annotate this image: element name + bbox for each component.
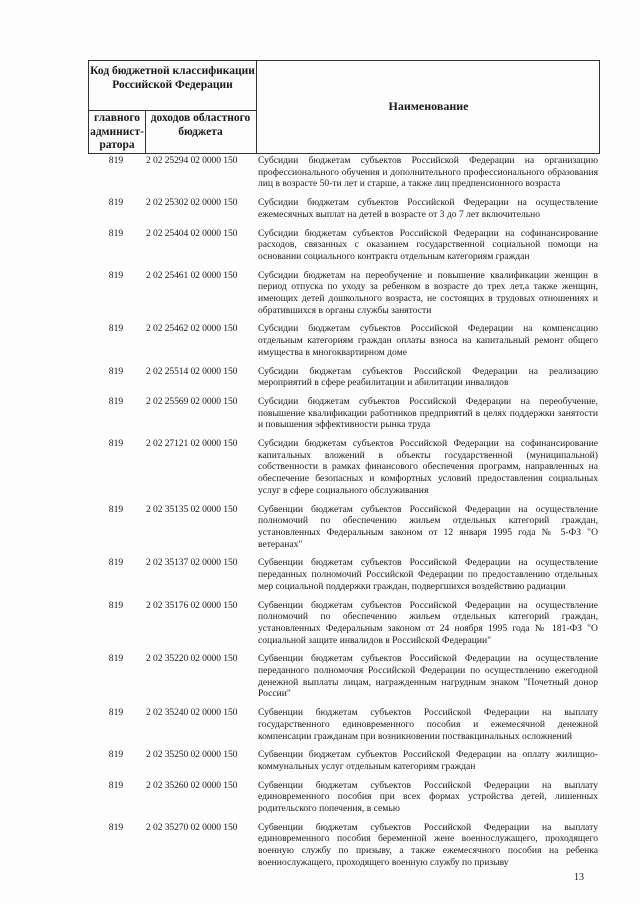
income-code: 2 02 25294 02 0000 150 [146, 155, 238, 166]
table-row [88, 228, 600, 263]
income-name: Субвенции бюджетам субъектов Российской Федерации на оплату жилищно-коммунальных услуг отдельным категориям граждан [258, 749, 598, 772]
income-code: 2 02 25404 02 0000 150 [146, 227, 238, 239]
admin-code: 819 [108, 197, 124, 209]
income-code: 2 02 35250 02 0000 150 [146, 749, 238, 761]
income-code: 2 02 35260 02 0000 150 [146, 779, 238, 791]
header-budget-code: Код бюджетной классификации Российской Федерации [90, 65, 255, 91]
table-row [88, 749, 600, 772]
table-row [88, 822, 600, 869]
table-row [88, 366, 600, 389]
header-main-admin: главного админист-ратора [90, 112, 144, 151]
income-name: Субсидии бюджетам субъектов Российской Федерации на осуществление ежемесячных выплат на детей в возрасте от 3 до 7 лет включительно [258, 197, 598, 220]
admin-code: 819 [108, 749, 124, 761]
admin-code: 819 [108, 323, 124, 335]
admin-code: 819 [108, 227, 124, 239]
admin-code: 819 [108, 599, 124, 611]
income-code: 2 02 35135 02 0000 150 [146, 503, 238, 515]
table-row [88, 653, 600, 700]
income-name: Субвенции бюджетам субъектов Российской Федерации на осуществление полномочий по обеспечению жильем отдельных категорий граждан, установленных Федеральным законом от 12 января 1995 года № 5-ФЗ "О ветеранах" [258, 503, 598, 550]
income-name: Субсидии бюджетам субъектов Российской Федерации на организацию профессионального обучения и дополнительного профессионального образования лиц в возрасте 50-ти лет и старше, а также лиц предпенсионного возраста [258, 155, 598, 190]
header-regional-income: доходов областного бюджета [150, 112, 251, 138]
table-row [88, 155, 600, 190]
admin-code: 819 [108, 779, 124, 791]
table-row [88, 438, 600, 497]
admin-code: 819 [108, 503, 124, 515]
income-name: Субсидии бюджетам субъектов Российской Федерации на софинансирование капитальных вложений в объекты государственной (муниципальной) собственности в рамках финансового обеспечения программ, направленных на обеспечение безопасных и комфортных условий предоставления социальных услуг в сфере социального обслуживания [258, 438, 598, 496]
admin-code: 819 [108, 438, 124, 450]
admin-code: 819 [108, 269, 124, 281]
table-row [88, 270, 600, 317]
income-name: Субвенции бюджетам субъектов Российской Федерации на выплату единовременного пособия беременной жене военнослужащего, проходящего военную службу по призыву, а также ежемесячного пособия на ребенка военнослужащего, проходящего военную службу по призыву [258, 821, 598, 868]
table-body [88, 155, 600, 876]
admin-code: 819 [108, 653, 124, 665]
admin-code: 819 [108, 707, 124, 719]
income-code: 2 02 25461 02 0000 150 [146, 269, 238, 281]
table-row [88, 197, 600, 220]
admin-code: 819 [108, 395, 124, 407]
income-code: 2 02 35240 02 0000 150 [146, 707, 238, 719]
table-header [88, 60, 600, 154]
income-name: Субвенции бюджетам субъектов Российской Федерации на осуществление полномочий по обеспечению жильем отдельных категорий граждан, установленных Федеральным законом от 24 ноября 1995 года № 181-ФЗ "О социальной защите инвалидов в Российской Федерации" [258, 599, 598, 646]
income-name: Субвенции бюджетам субъектов Российской Федерации на выплату государственного единовременного пособия и ежемесячной денежной компенсации гражданам при возникновении поствакцинальных осложнений [258, 707, 598, 742]
table-row [88, 557, 600, 592]
income-name: Субсидии бюджетам субъектов Российской Федерации на компенсацию отдельным категориям граждан оплаты взноса на капитальный ремонт общего имущества в многоквартирном доме [258, 323, 598, 358]
admin-code: 819 [108, 365, 124, 377]
table-row [88, 600, 600, 647]
income-code: 2 02 25514 02 0000 150 [146, 365, 238, 377]
income-code: 2 02 25462 02 0000 150 [146, 323, 238, 335]
income-name: Субвенции бюджетам субъектов Российской Федерации на осуществление переданного полномочия Российской Федерации по осуществлению ежегодной денежной выплаты лицам, награжденным нагрудным знаком "Почетный донор России" [258, 653, 598, 700]
page-number: 13 [574, 872, 584, 883]
table-row [88, 780, 600, 815]
income-code: 2 02 27121 02 0000 150 [146, 438, 238, 450]
income-code: 2 02 35137 02 0000 150 [146, 557, 238, 569]
admin-code: 819 [108, 155, 124, 166]
table-row [88, 396, 600, 431]
income-name: Субсидии бюджетам на переобучение и повышение квалификации женщин в период отпуска по уходу за ребенком в возрасте до трех лет,а также женщин, имеющих детей дошкольного возраста, не состоящих в трудовых отношениях и обратившихся в органы службы занятости [258, 269, 598, 316]
income-name: Субсидии бюджетам субъектов Российской Федерации на переобучение, повышение квалификации работников предприятий в целях поддержки занятости и повышения эффективности рынка труда [258, 395, 598, 431]
income-code: 2 02 25302 02 0000 150 [146, 197, 238, 209]
income-code: 2 02 25569 02 0000 150 [146, 395, 238, 407]
admin-code: 819 [108, 821, 124, 833]
header-divider [89, 110, 256, 111]
table-row [88, 323, 600, 358]
income-code: 2 02 35270 02 0000 150 [146, 821, 238, 833]
income-name: Субсидии бюджетам субъектов Российской Федерации на софинансирование расходов, связанных с оказанием государственной социальной помощи на основании социального контракта отдельным категориям граждан [258, 227, 598, 262]
income-name: Субвенции бюджетам субъектов Российской Федерации на выплату единовременного пособия при всех формах устройства детей, лишенных родительского попечения, в семью [258, 779, 598, 815]
header-name: Наименование [388, 99, 469, 113]
table-row [88, 504, 600, 551]
income-name: Субвенции бюджетам субъектов Российской Федерации на осуществление переданных полномочий Российской Федерации по предоставлению отдельных мер социальной поддержки граждан, подвергшихся воздействию радиации [258, 557, 598, 592]
table-row [88, 707, 600, 742]
income-code: 2 02 35176 02 0000 150 [146, 599, 238, 611]
income-name: Субсидии бюджетам субъектов Российской Федерации на реализацию мероприятий в сфере реабилитации и абилитации инвалидов [258, 365, 598, 389]
admin-code: 819 [108, 557, 124, 569]
income-code: 2 02 35220 02 0000 150 [146, 653, 238, 665]
